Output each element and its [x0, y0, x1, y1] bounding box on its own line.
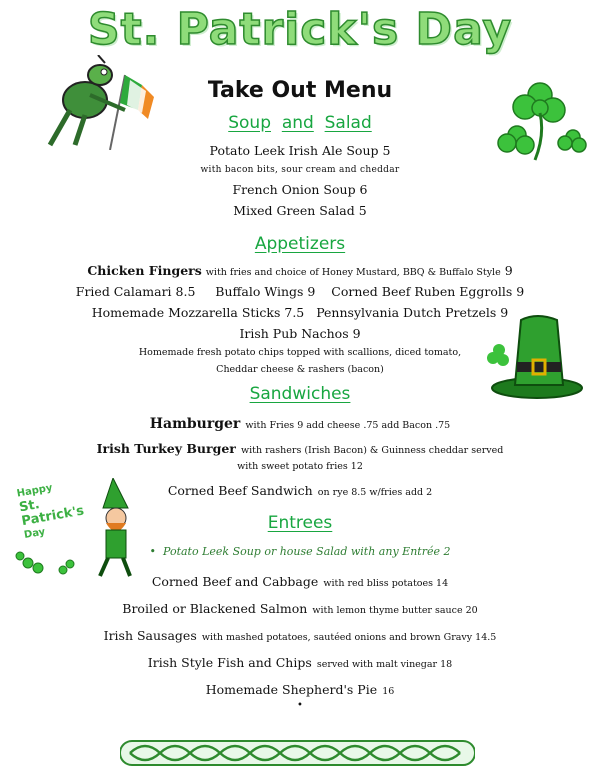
section-heading-soup-salad [0, 113, 600, 133]
heading-word: and [281, 113, 314, 133]
entree-note [0, 545, 600, 558]
menu-item-description: with mashed potatoes, sautéed onions and brown Gravy 14.5 [201, 632, 497, 643]
menu-item-name: Irish Sausages [103, 628, 197, 643]
menu-subtitle: Take Out Menu [207, 78, 393, 103]
menu-item: Fried Calamari 8.5 [75, 284, 196, 299]
celtic-knot-border-icon [120, 735, 475, 771]
menu-item-description: 16 [382, 686, 395, 697]
bullet-icon: • [149, 545, 163, 558]
menu-item-name: Broiled or Blackened Salmon [122, 601, 308, 616]
menu-item-description: with bacon bits, sour cream and cheddar [200, 165, 400, 175]
menu-item-description: with rashers (Irish Bacon) & Guinness cheddar served [240, 445, 504, 456]
menu-item-price: 9 [504, 263, 513, 278]
menu-item: Corned Beef Ruben Eggrolls 9 [331, 284, 525, 299]
menu-item-name: Corned Beef Sandwich [167, 483, 313, 498]
menu-item: Buffalo Wings 9 [215, 284, 316, 299]
menu-item [0, 263, 600, 278]
menu-item [0, 598, 600, 617]
menu-item-name: Corned Beef and Cabbage [151, 574, 319, 589]
menu-item-description: served with malt vinegar 18 [316, 659, 453, 670]
menu-item: French Onion Soup 6 [232, 182, 368, 197]
grasshopper-flag-icon [30, 55, 155, 150]
menu-item-name: Irish Turkey Burger [96, 441, 236, 456]
menu-item [0, 679, 600, 698]
section-heading-entrees: Entrees [267, 513, 333, 533]
menu-item-description: with red bliss potatoes 14 [323, 578, 449, 589]
menu-item [0, 571, 600, 590]
menu-item-description: Homemade fresh potato chips topped with scallions, diced tomato, [138, 347, 462, 358]
menu-item-description: Cheddar cheese & rashers (bacon) [216, 364, 384, 375]
menu-item [0, 413, 600, 432]
dot-divider: • [297, 700, 303, 711]
section-heading-appetizers: Appetizers [254, 234, 346, 254]
page-title: St. Patrick's Day [87, 4, 513, 55]
sign-line: Happy [15, 482, 54, 500]
menu-item-name: Chicken Fingers [87, 263, 202, 278]
menu-item: Mixed Green Salad 5 [233, 203, 367, 218]
menu-item-name: Irish Style Fish and Chips [147, 655, 312, 670]
menu-item-description: with sweet potato fries 12 [237, 461, 363, 472]
menu-item: Homemade Mozzarella Sticks 7.5 [91, 305, 305, 320]
menu-item [0, 652, 600, 671]
sign-line: Day [23, 526, 47, 541]
menu-item-description: with fries and choice of Honey Mustard, BBQ & Buffalo Style [205, 267, 501, 278]
entree-note-text: Potato Leek Soup or house Salad with any Entrée 2 [162, 545, 451, 558]
sign-line: St. Patrick's [18, 497, 86, 530]
heading-word: Soup [228, 113, 271, 133]
menu-item-description: with lemon thyme butter sauce 20 [312, 605, 478, 616]
menu-item: Irish Pub Nachos 9 [239, 326, 361, 341]
menu-item: Potato Leek Irish Ale Soup 5 [209, 143, 391, 158]
heading-word: Salad [324, 113, 372, 133]
menu-item-name: Hamburger [149, 416, 241, 432]
menu-item-description: with Fries 9 add cheese .75 add Bacon .75 [245, 420, 451, 431]
section-heading-sandwiches: Sandwiches [249, 384, 351, 404]
menu-item [0, 438, 600, 457]
menu-item [0, 625, 600, 644]
menu-item: Pennsylvania Dutch Pretzels 9 [316, 305, 509, 320]
menu-item-description: on rye 8.5 w/fries add 2 [317, 487, 433, 498]
menu-item-row [0, 284, 600, 299]
menu-item-name: Homemade Shepherd's Pie [205, 682, 378, 697]
